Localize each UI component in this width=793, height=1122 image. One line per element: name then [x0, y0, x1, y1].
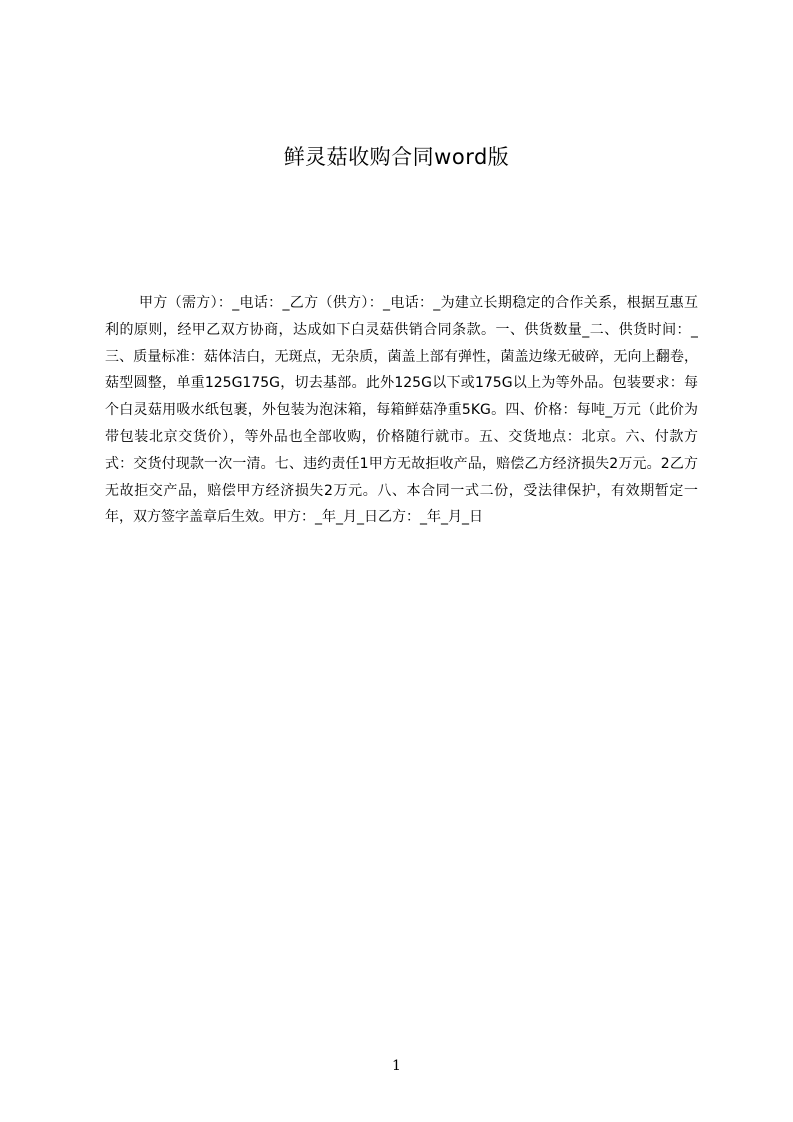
- document-title: 鲜灵菇收购合同word版: [283, 145, 510, 169]
- page-number: 1: [392, 1058, 401, 1074]
- contract-body-paragraph: 甲方（需方）：_电话：_乙方（供方）：_电话：_为建立长期稳定的合作关系，根据互惠互利的原则，经甲乙双方协商，达成如下白灵菇供销合同条款。一、供货数量_二、供货时间：_三、质量标准：菇体洁白，无斑点，无杂质，菌盖上部有弹性，菌盖边缘无破碎，无向上翻卷，菇型圆整，单重125G175G，切去基部。此外125G以下或175G以上为等外品。包装要求：每个白灵菇用吸水纸包裹，外包装为泡沫箱，每箱鲜菇净重5KG。四、价格：每吨_万元（此价为带包装北京交货价），等外品也全部收购，价格随行就市。五、交货地点：北京。六、付款方式：交货付现款一次一清。七、违约责任1甲方无故拒收产品，赔偿乙方经济损失2万元。2乙方无故拒交产品，赔偿甲方经济损失2万元。八、本合同一式二份，受法律保护，有效期暂定一年，双方签字盖章后生效。甲方：_年_月_日乙方：_年_月_日: [105, 295, 698, 526]
